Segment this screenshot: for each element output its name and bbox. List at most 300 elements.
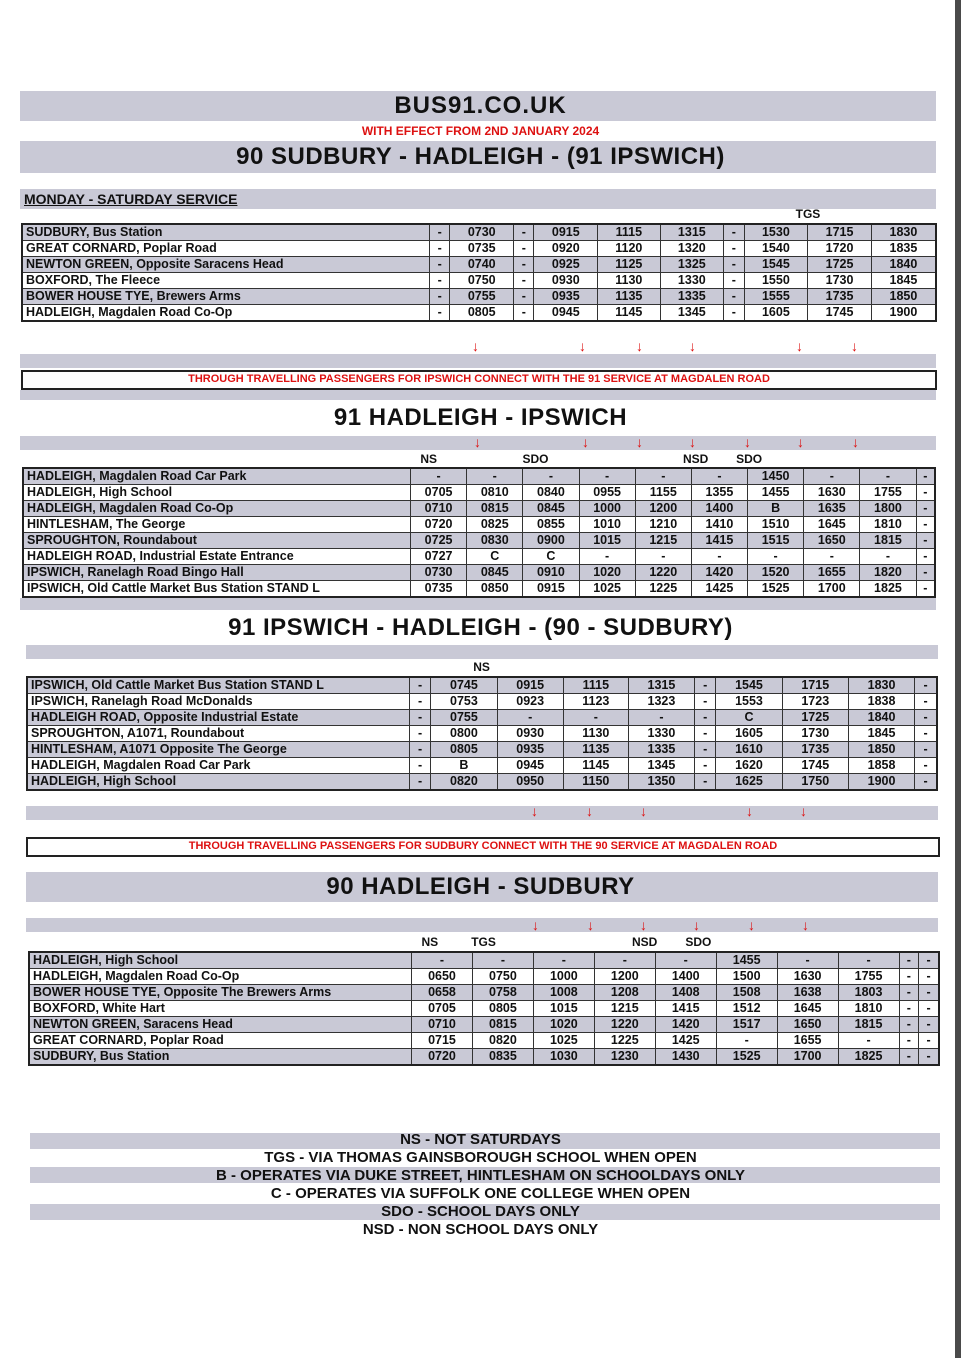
time-cell: - [523, 468, 579, 485]
time-cell: - [410, 758, 431, 774]
time-cell: 1715 [782, 677, 848, 694]
time-cell: 1745 [782, 758, 848, 774]
time-cell: 0705 [412, 1001, 473, 1017]
time-cell: B [431, 758, 497, 774]
time-cell: 1850 [848, 742, 914, 758]
time-cell: 1645 [804, 517, 860, 533]
key-sdo: SDO - SCHOOL DAYS ONLY [381, 1203, 580, 1220]
time-cell: 1525 [748, 581, 804, 598]
timetable-90-hadleigh-sudbury [28, 951, 940, 1066]
stop-name: BOWER HOUSE TYE, Brewers Arms [22, 289, 430, 305]
time-cell: - [412, 952, 473, 969]
key-nsd: NSD - NON SCHOOL DAYS ONLY [362, 1221, 599, 1238]
stop-name: SUDBURY, Bus Station [22, 224, 430, 241]
stop-name: HADLEIGH, Magdalen Road Co-Op [29, 969, 412, 985]
time-cell: - [430, 224, 450, 241]
time-cell: 0925 [534, 257, 598, 273]
time-cell: - [724, 305, 744, 322]
time-cell: - [804, 468, 860, 485]
stop-name: BOWER HOUSE TYE, Opposite The Brewers Arms [29, 985, 412, 1001]
time-cell: 1335 [628, 742, 694, 758]
time-cell: 0915 [497, 677, 563, 694]
time-cell: - [579, 549, 635, 565]
time-cell: - [916, 549, 935, 565]
time-cell: - [915, 774, 937, 791]
time-cell: 0735 [411, 581, 467, 598]
time-cell: 1345 [628, 758, 694, 774]
time-cell: - [915, 742, 937, 758]
site-name: BUS91.CO.UK [394, 92, 567, 119]
stop-name: IPSWICH, Ranelagh Road Bingo Hall [23, 565, 411, 581]
down-arrow-icon: ↓ [689, 338, 696, 354]
table-row [23, 501, 935, 517]
time-cell: 1630 [804, 485, 860, 501]
time-cell: - [691, 468, 747, 485]
time-cell: 1145 [563, 758, 628, 774]
time-cell: - [514, 305, 534, 322]
down-arrow-icon: ↓ [851, 338, 858, 354]
table-row [23, 549, 935, 565]
time-cell: 0930 [534, 273, 598, 289]
time-cell: 1508 [716, 985, 777, 1001]
route1-title: 90 SUDBURY - HADLEIGH - (91 IPSWICH) [236, 143, 725, 170]
time-cell: 0750 [472, 969, 533, 985]
time-cell: 1325 [660, 257, 724, 273]
connection-notice-sudbury: THROUGH TRAVELLING PASSENGERS FOR SUDBURY CONNECT WITH THE 90 SERVICE AT MAGDALEN ROAD [26, 837, 940, 857]
table-row [27, 694, 937, 710]
time-cell: - [514, 257, 534, 273]
time-cell: 0810 [467, 485, 523, 501]
time-cell: - [514, 224, 534, 241]
time-cell: 1750 [782, 774, 848, 791]
time-cell: 1000 [579, 501, 635, 517]
time-cell: - [724, 224, 744, 241]
stop-name: SPROUGHTON, A1071, Roundabout [27, 726, 410, 742]
time-cell: 1155 [635, 485, 691, 501]
time-cell: 0845 [523, 501, 579, 517]
stop-name: SPROUGHTON, Roundabout [23, 533, 411, 549]
time-cell: - [724, 257, 744, 273]
time-cell: 1500 [716, 969, 777, 985]
time-cell: 0758 [472, 985, 533, 1001]
section2-title: 91 HADLEIGH - IPSWICH [333, 404, 628, 431]
time-cell: 0935 [534, 289, 598, 305]
table-row [27, 742, 937, 758]
time-cell: - [430, 289, 450, 305]
time-cell: - [916, 485, 935, 501]
time-cell: - [899, 952, 919, 969]
time-cell: 0730 [411, 565, 467, 581]
time-cell: 1123 [563, 694, 628, 710]
time-cell: 1840 [848, 710, 914, 726]
down-arrow-icon: ↓ [693, 917, 700, 933]
time-cell: 1015 [579, 533, 635, 549]
effective-date: WITH EFFECT FROM 2ND JANUARY 2024 [361, 124, 600, 138]
time-cell: 1135 [598, 289, 660, 305]
time-cell: 1725 [808, 257, 872, 273]
time-cell: 1350 [628, 774, 694, 791]
table-row [23, 468, 935, 485]
time-cell: - [628, 710, 694, 726]
time-cell: - [899, 1049, 919, 1066]
time-cell: 1525 [716, 1049, 777, 1066]
time-cell: 1200 [594, 969, 655, 985]
service-label: MONDAY - SATURDAY SERVICE [24, 191, 238, 207]
time-cell: 1530 [744, 224, 808, 241]
time-cell: 1723 [782, 694, 848, 710]
table-row [23, 517, 935, 533]
time-cell: 0650 [412, 969, 473, 985]
time-cell: 0945 [497, 758, 563, 774]
table-row [23, 581, 935, 598]
time-cell: 0910 [523, 565, 579, 581]
time-cell: 1720 [808, 241, 872, 257]
table-row [23, 533, 935, 549]
time-cell: 0710 [412, 1017, 473, 1033]
time-cell: 1323 [628, 694, 694, 710]
time-cell: 1130 [598, 273, 660, 289]
time-cell: - [430, 273, 450, 289]
divider-band [20, 598, 936, 610]
time-cell: 1030 [533, 1049, 594, 1066]
time-cell: 1135 [563, 742, 628, 758]
time-cell: - [916, 565, 935, 581]
time-cell: 1815 [838, 1017, 899, 1033]
table-row [29, 1033, 939, 1049]
time-cell: 1315 [628, 677, 694, 694]
time-cell: 1620 [716, 758, 782, 774]
time-cell: - [724, 273, 744, 289]
time-cell: 1410 [691, 517, 747, 533]
down-arrow-icon: ↓ [531, 803, 538, 819]
down-arrow-icon: ↓ [582, 434, 589, 450]
time-cell: B [748, 501, 804, 517]
time-cell: 0750 [450, 273, 514, 289]
time-cell: 1000 [533, 969, 594, 985]
time-cell: 1650 [804, 533, 860, 549]
time-cell: - [514, 273, 534, 289]
time-cell: - [695, 677, 716, 694]
table-row [23, 565, 935, 581]
time-cell: - [915, 758, 937, 774]
time-cell: 0915 [523, 581, 579, 598]
column-note: SDO [685, 935, 712, 949]
time-cell: 1735 [782, 742, 848, 758]
time-cell: - [579, 468, 635, 485]
table-row [22, 273, 936, 289]
section4-title: 90 HADLEIGH - SUDBURY [326, 873, 635, 900]
time-cell: - [899, 1017, 919, 1033]
time-cell: 1838 [848, 694, 914, 710]
time-cell: 1025 [533, 1033, 594, 1049]
table-row [29, 1017, 939, 1033]
time-cell: 1858 [848, 758, 914, 774]
time-cell: - [635, 549, 691, 565]
time-cell: - [899, 1001, 919, 1017]
time-cell: 0935 [497, 742, 563, 758]
time-cell: 0720 [412, 1049, 473, 1066]
time-cell: - [695, 742, 716, 758]
time-cell: 1455 [748, 485, 804, 501]
time-cell: - [594, 952, 655, 969]
time-cell: - [916, 501, 935, 517]
table-row [29, 1049, 939, 1066]
time-cell: 1515 [748, 533, 804, 549]
time-cell: 0753 [431, 694, 497, 710]
time-cell: 1150 [563, 774, 628, 791]
time-cell: 0835 [472, 1049, 533, 1066]
column-note: SDO [522, 452, 549, 466]
stop-name: HADLEIGH, Magdalen Road Car Park [27, 758, 410, 774]
time-cell: 1512 [716, 1001, 777, 1017]
time-cell: - [919, 952, 939, 969]
stop-name: BOXFORD, The Fleece [22, 273, 430, 289]
time-cell: 1420 [691, 565, 747, 581]
time-cell: 1230 [594, 1049, 655, 1066]
time-cell: - [695, 774, 716, 791]
time-cell: - [695, 710, 716, 726]
down-arrow-icon: ↓ [636, 338, 643, 354]
time-cell: - [916, 468, 935, 485]
time-cell: 0820 [472, 1033, 533, 1049]
time-cell: 1025 [579, 581, 635, 598]
table-row [29, 985, 939, 1001]
time-cell: 1820 [860, 565, 916, 581]
time-cell: 1330 [660, 273, 724, 289]
time-cell: 0735 [450, 241, 514, 257]
time-cell: - [514, 289, 534, 305]
time-cell: - [410, 677, 431, 694]
time-cell: 1715 [808, 224, 872, 241]
time-cell: 1725 [782, 710, 848, 726]
time-cell: 1840 [871, 257, 936, 273]
time-cell: 0850 [467, 581, 523, 598]
time-cell: 1825 [838, 1049, 899, 1066]
time-cell: 1540 [744, 241, 808, 257]
time-cell: - [748, 549, 804, 565]
time-cell: C [716, 710, 782, 726]
time-cell: 1400 [691, 501, 747, 517]
stop-name: HADLEIGH, High School [27, 774, 410, 791]
time-cell: 1120 [598, 241, 660, 257]
key-tgs: TGS - VIA THOMAS GAINSBOROUGH SCHOOL WHEN OPEN [264, 1149, 697, 1166]
down-arrow-icon: ↓ [579, 338, 586, 354]
time-cell: - [695, 758, 716, 774]
time-cell: - [716, 1033, 777, 1049]
time-cell: 1145 [598, 305, 660, 322]
time-cell: 1850 [871, 289, 936, 305]
time-cell: - [724, 241, 744, 257]
down-arrow-icon: ↓ [640, 917, 647, 933]
time-cell: 0755 [450, 289, 514, 305]
down-arrow-icon: ↓ [636, 434, 643, 450]
stop-name: HADLEIGH, Magdalen Road Co-Op [23, 501, 411, 517]
table-row [27, 677, 937, 694]
down-arrow-icon: ↓ [800, 803, 807, 819]
table-row [27, 726, 937, 742]
time-cell: 1455 [716, 952, 777, 969]
time-cell: - [410, 726, 431, 742]
table-row [22, 257, 936, 273]
down-arrow-icon: ↓ [532, 917, 539, 933]
stop-name: HINTLESHAM, A1071 Opposite The George [27, 742, 410, 758]
time-cell: 0727 [411, 549, 467, 565]
time-cell: 1830 [848, 677, 914, 694]
time-cell: - [410, 710, 431, 726]
time-cell: 0705 [411, 485, 467, 501]
column-note: NS [420, 452, 438, 466]
time-cell: 0805 [450, 305, 514, 322]
time-cell: - [430, 305, 450, 322]
stop-name: GREAT CORNARD, Poplar Road [22, 241, 430, 257]
key-ns: NS - NOT SATURDAYS [400, 1131, 561, 1148]
time-cell: - [838, 1033, 899, 1049]
timetable-91-ipswich-hadleigh [26, 676, 938, 791]
timetable-91-hadleigh-ipswich [22, 467, 936, 598]
column-note: TGS [471, 935, 496, 949]
time-cell: 1220 [594, 1017, 655, 1033]
time-cell: 1215 [594, 1001, 655, 1017]
time-cell: - [430, 241, 450, 257]
stop-name: HINTLESHAM, The George [23, 517, 411, 533]
time-cell: 1220 [635, 565, 691, 581]
time-cell: - [695, 694, 716, 710]
time-cell: - [724, 289, 744, 305]
time-cell: 1545 [716, 677, 782, 694]
stop-name: IPSWICH, Old Cattle Market Bus Station STAND L [27, 677, 410, 694]
time-cell: 1900 [848, 774, 914, 791]
time-cell: 1605 [716, 726, 782, 742]
time-cell: 1830 [871, 224, 936, 241]
stop-name: HADLEIGH, Magdalen Road Co-Op [22, 305, 430, 322]
stop-name: IPSWICH, Ranelagh Road McDonalds [27, 694, 410, 710]
time-cell: - [411, 468, 467, 485]
time-cell: 1810 [860, 517, 916, 533]
time-cell: - [899, 985, 919, 1001]
time-cell: 1225 [594, 1033, 655, 1049]
time-cell: 0715 [412, 1033, 473, 1049]
time-cell: 1208 [594, 985, 655, 1001]
time-cell: 1408 [655, 985, 716, 1001]
time-cell: - [655, 952, 716, 969]
time-cell: 1700 [804, 581, 860, 598]
time-cell: 1625 [716, 774, 782, 791]
table-row [22, 289, 936, 305]
time-cell: 1555 [744, 289, 808, 305]
table-row [29, 1001, 939, 1017]
time-cell: 0820 [431, 774, 497, 791]
time-cell: 1755 [838, 969, 899, 985]
time-cell: 1115 [598, 224, 660, 241]
time-cell: 0740 [450, 257, 514, 273]
stop-name: IPSWICH, Old Cattle Market Bus Station STAND L [23, 581, 411, 598]
time-cell: 1605 [744, 305, 808, 322]
connection-notice-ipswich: THROUGH TRAVELLING PASSENGERS FOR IPSWICH CONNECT WITH THE 91 SERVICE AT MAGDALEN ROAD [21, 370, 937, 390]
down-arrow-icon: ↓ [587, 917, 594, 933]
time-cell: 0845 [467, 565, 523, 581]
time-cell: - [860, 468, 916, 485]
down-arrow-icon: ↓ [586, 803, 593, 819]
time-cell: 1800 [860, 501, 916, 517]
down-arrow-icon: ↓ [689, 434, 696, 450]
time-cell: - [915, 726, 937, 742]
time-cell: - [919, 969, 939, 985]
time-cell: 0805 [472, 1001, 533, 1017]
time-cell: - [472, 952, 533, 969]
time-cell: 1415 [691, 533, 747, 549]
time-cell: - [916, 533, 935, 549]
time-cell: 0800 [431, 726, 497, 742]
time-cell: - [695, 726, 716, 742]
time-cell: 0955 [579, 485, 635, 501]
time-cell: 0923 [497, 694, 563, 710]
time-cell: 0658 [412, 985, 473, 1001]
key-c: C - OPERATES VIA SUFFOLK ONE COLLEGE WHEN OPEN [270, 1185, 691, 1202]
time-cell: - [919, 1049, 939, 1066]
table-row [27, 758, 937, 774]
time-cell: 0725 [411, 533, 467, 549]
time-cell: 1638 [777, 985, 838, 1001]
time-cell: 1130 [563, 726, 628, 742]
time-cell: - [410, 742, 431, 758]
column-note: NSD [631, 935, 658, 949]
time-cell: 1520 [748, 565, 804, 581]
time-cell: 0815 [472, 1017, 533, 1033]
stop-name: HADLEIGH ROAD, Industrial Estate Entrance [23, 549, 411, 565]
time-cell: 1655 [777, 1033, 838, 1049]
time-cell: - [919, 985, 939, 1001]
time-cell: 0945 [534, 305, 598, 322]
time-cell: 0825 [467, 517, 523, 533]
table-row [29, 952, 939, 969]
stop-name: SUDBURY, Bus Station [29, 1049, 412, 1066]
time-cell: - [430, 257, 450, 273]
time-cell: 1845 [871, 273, 936, 289]
time-cell: 1225 [635, 581, 691, 598]
time-cell: 0920 [534, 241, 598, 257]
time-cell: 1020 [533, 1017, 594, 1033]
time-cell: 1845 [848, 726, 914, 742]
divider-band [20, 390, 936, 400]
time-cell: 1320 [660, 241, 724, 257]
time-cell: 1210 [635, 517, 691, 533]
time-cell: 1425 [691, 581, 747, 598]
stop-name: HADLEIGH, Magdalen Road Car Park [23, 468, 411, 485]
time-cell: 1550 [744, 273, 808, 289]
timetable-90-sudbury-hadleigh [21, 223, 937, 322]
time-cell: 1345 [660, 305, 724, 322]
time-cell: 1755 [860, 485, 916, 501]
time-cell: 1415 [655, 1001, 716, 1017]
time-cell: 1450 [748, 468, 804, 485]
time-cell: 1115 [563, 677, 628, 694]
time-cell: 0805 [431, 742, 497, 758]
time-cell: - [919, 1017, 939, 1033]
time-cell: 1645 [777, 1001, 838, 1017]
time-cell: 1200 [635, 501, 691, 517]
time-cell: 1635 [804, 501, 860, 517]
stop-name: HADLEIGH, High School [23, 485, 411, 501]
time-cell: 1650 [777, 1017, 838, 1033]
time-cell: - [919, 1033, 939, 1049]
time-cell: 1545 [744, 257, 808, 273]
key-b: B - OPERATES VIA DUKE STREET, HINTLESHAM ON SCHOOLDAYS ONLY [216, 1167, 745, 1184]
time-cell: - [916, 517, 935, 533]
time-cell: 0720 [411, 517, 467, 533]
time-cell: 1425 [655, 1033, 716, 1049]
time-cell: 1430 [655, 1049, 716, 1066]
time-cell: - [410, 694, 431, 710]
